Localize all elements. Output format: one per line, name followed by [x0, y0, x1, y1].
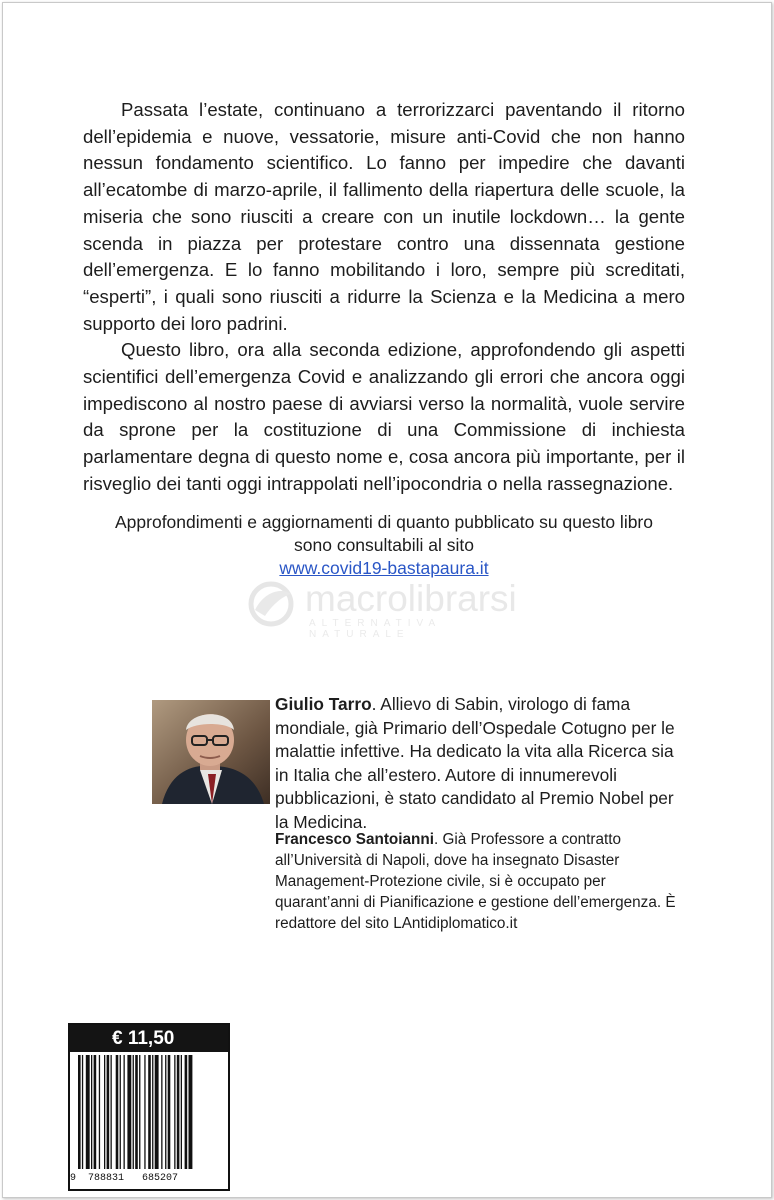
watermark	[243, 578, 543, 640]
website-link[interactable]: www.covid19-bastapaura.it	[279, 558, 489, 578]
author-bio-text: . Già Professore a contratto all’Università di Napoli, dove ha insegnato Disaster Management-Protezione civile, si è occupato per quarant’anni di Pianificazione e gestione dell’emergenza. È redattore del sito LAntidiplomatico.it	[275, 831, 676, 932]
price-tag: € 11,50	[70, 1025, 228, 1052]
blurb-paragraph: Questo libro, ora alla seconda edizione, approfondendo gli aspetti scientifici dell’emergenza Covid e analizzando gli errori che ancora oggi impediscono al nostro paese di avviarsi verso la normalità, vuole servire da sprone per la costituzione di una Commissione di inchiesta parlamentare degna di questo nome e, cosa ancora più importante, per il risveglio dei tanti oggi intrappolati nell’ipocondria o nella rassegnazione.	[83, 339, 685, 494]
watermark-tagline: ALTERNATIVA NATURALE	[309, 618, 441, 640]
website-note-line: Approfondimenti e aggiornamenti di quanto pubblicato su questo libro	[115, 512, 653, 532]
author-name: Giulio Tarro	[275, 694, 372, 714]
barcode	[70, 1055, 228, 1173]
barcode-number: 9 788831 685207	[70, 1173, 179, 1184]
author-bio-text: . Allievo di Sabin, virologo di fama mondiale, già Primario dell’Ospedale Cotugno per le malattie infettive. Ha dedicato la vita alla Ricerca sia in Italia che all’estero. Autore di innumerevoli pubblicazioni, è stato candidato al Premio Nobel per la Medicina.	[275, 694, 675, 832]
blurb-paragraph: Passata l’estate, continuano a terrorizzarci paventando il ritorno dell’epidemia e nuove, vessatorie, misure anti-Covid che non hanno nessun fondamento scientifico. Lo fanno per impedire che davanti all’ecatombe di marzo-aprile, il fallimento della riapertura delle scuole, la miseria che sono riusciti a creare con un inutile lockdown… la gente scenda in piazza per protestare contro una dissennata gestione dell’emergenza. E lo fanno mobilitando i loro, sempre più screditati, “esperti”, i quali sono riusciti a ridurre la Scienza e la Medicina a mero supporto dei loro padrini.	[83, 99, 685, 334]
author-bio-santoianni	[275, 829, 685, 934]
author-name: Francesco Santoianni	[275, 831, 434, 848]
watermark-brand: macrolibrarsi	[305, 578, 517, 619]
website-note-line: sono consultabili al sito	[294, 535, 474, 555]
cover-blurb	[83, 97, 685, 498]
author-photo	[152, 700, 270, 804]
book-back-cover	[2, 2, 772, 1198]
barcode-label	[68, 1023, 230, 1191]
author-bio-tarro	[275, 693, 685, 834]
leaf-logo-icon	[243, 580, 299, 628]
website-note	[83, 511, 685, 580]
